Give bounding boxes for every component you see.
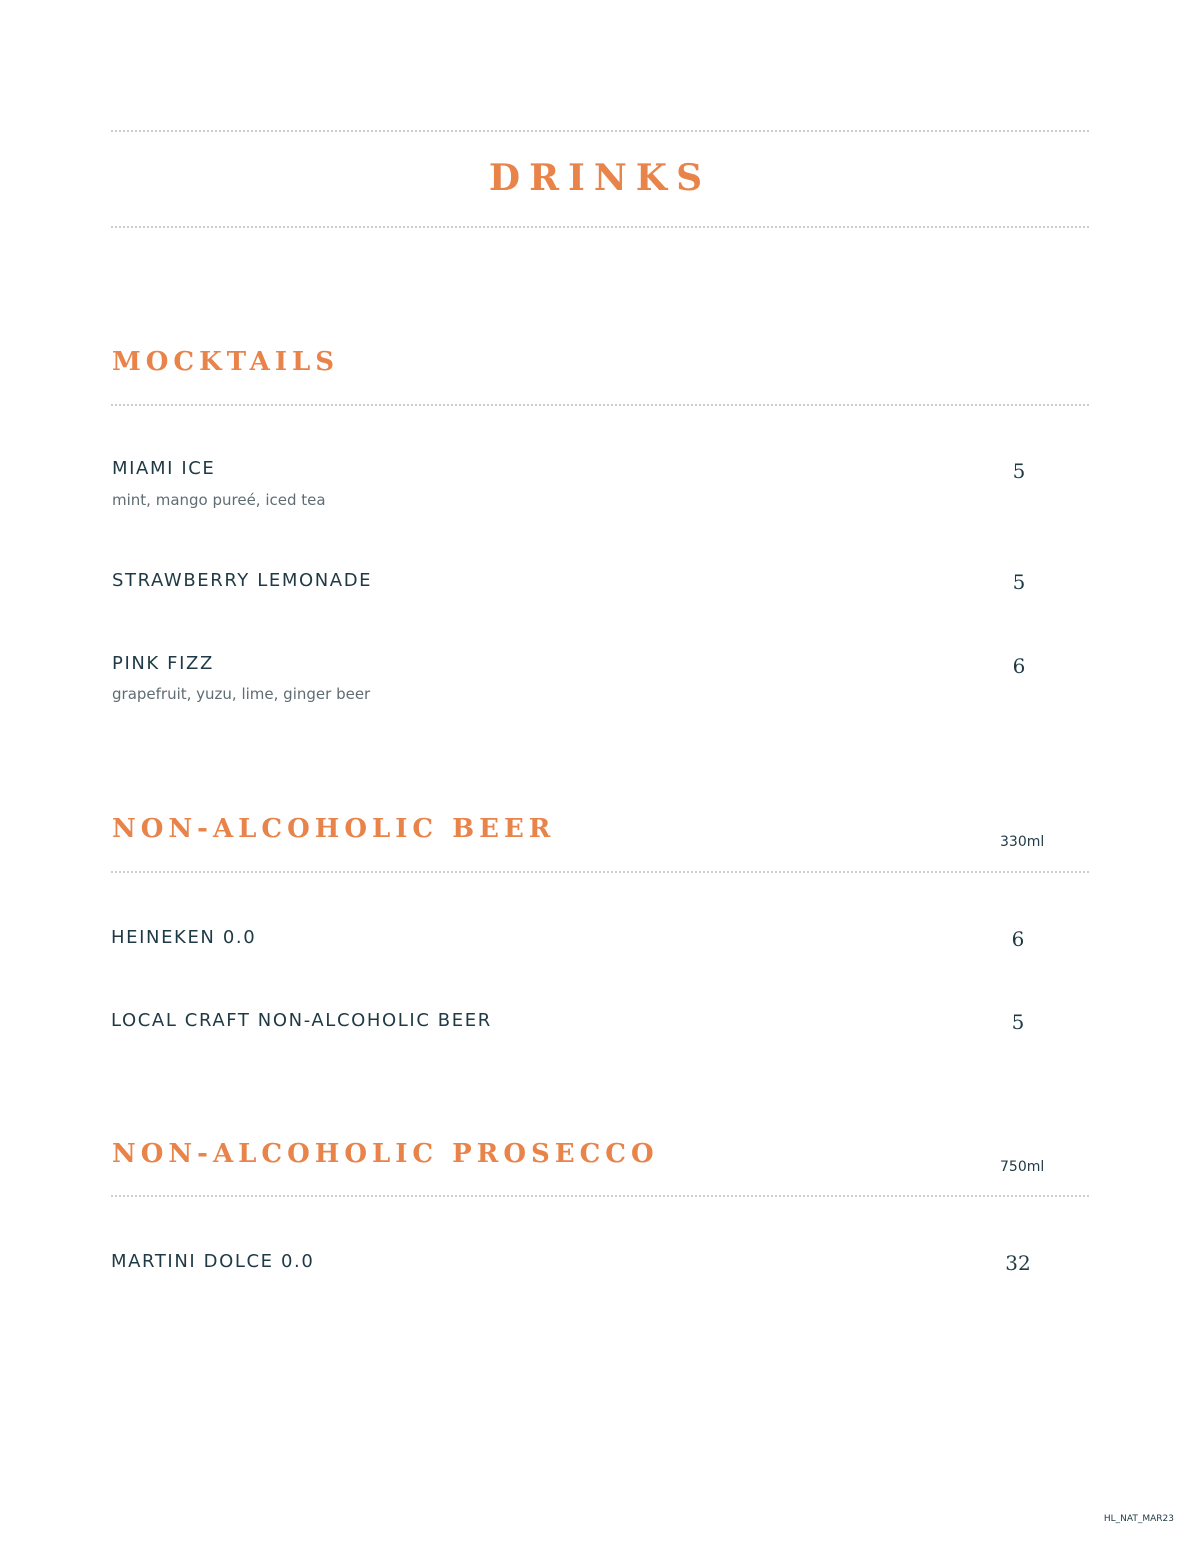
- menu-item-price: 32: [1005, 1251, 1031, 1275]
- menu-item-price: 5: [1012, 570, 1026, 594]
- section-title-non-alcoholic-prosecco: NON-ALCOHOLIC PROSECCO: [112, 1139, 659, 1169]
- page-title: DRINKS: [488, 157, 712, 199]
- menu-item-name: PINK FIZZ: [112, 653, 214, 674]
- menu-item-name: LOCAL CRAFT NON-ALCOHOLIC BEER: [111, 1010, 492, 1031]
- section-divider-non-alcoholic-prosecco: [111, 1195, 1089, 1197]
- title-bottom-divider: [111, 226, 1089, 228]
- menu-item-price: 5: [1012, 459, 1026, 483]
- section-title-mocktails: MOCKTAILS: [112, 347, 340, 377]
- section-divider-non-alcoholic-beer: [111, 871, 1089, 873]
- menu-item-description: grapefruit, yuzu, lime, ginger beer: [112, 685, 371, 703]
- menu-item-name: STRAWBERRY LEMONADE: [112, 570, 373, 591]
- footer-menu-code: HL_NAT_MAR23: [1103, 1514, 1174, 1524]
- menu-item-price: 6: [1012, 654, 1026, 678]
- menu-item-name: MIAMI ICE: [112, 458, 216, 479]
- menu-item-name: HEINEKEN 0.0: [111, 927, 257, 948]
- menu-item-description: mint, mango pureé, iced tea: [112, 491, 326, 509]
- title-top-divider: [111, 130, 1089, 132]
- menu-item-name: MARTINI DOLCE 0.0: [111, 1251, 315, 1272]
- section-divider-mocktails: [111, 404, 1089, 406]
- menu-item-price: 6: [1011, 927, 1025, 951]
- section-unit-volume: 330ml: [1000, 834, 1045, 850]
- section-title-non-alcoholic-beer: NON-ALCOHOLIC BEER: [112, 814, 556, 844]
- menu-item-price: 5: [1011, 1010, 1025, 1034]
- section-unit-volume: 750ml: [1000, 1159, 1045, 1175]
